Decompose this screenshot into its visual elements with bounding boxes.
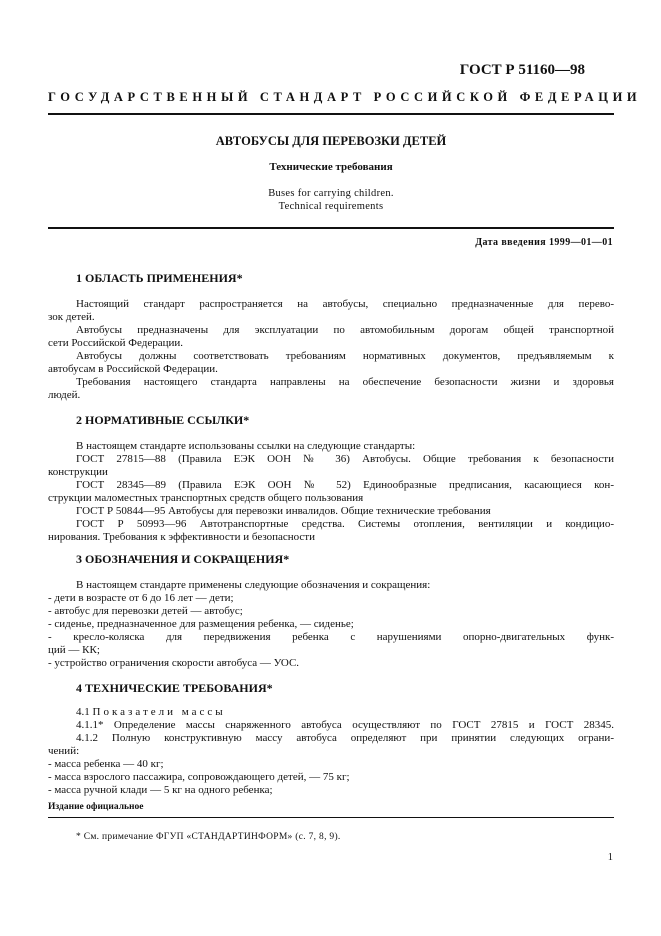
section-2-heading: 2 НОРМАТИВНЫЕ ССЫЛКИ* bbox=[76, 413, 250, 427]
paragraph-line: зок детей. bbox=[48, 311, 95, 323]
list-item: - кресло-коляска для передвижения ребенка с нарушениями опорно-двигательных функ- bbox=[48, 631, 614, 643]
paragraph-line: В настоящем стандарте применены следующие обозначения и сокращения: bbox=[76, 579, 431, 591]
paragraph-line: Автобусы предназначены для эксплуатации по автомобильным дорогам общей транспортной bbox=[76, 324, 614, 336]
list-item: - автобус для перевозки детей — автобус; bbox=[48, 605, 243, 617]
reference-line: ГОСТ Р 50844—95 Автобусы для перевозки инвалидов. Общие технические требования bbox=[76, 505, 491, 517]
list-item: - масса ребенка — 40 кг; bbox=[48, 758, 164, 770]
reference-line: нирования. Требования к эффективности и безопасности bbox=[48, 531, 316, 543]
footnote: * См. примечание ФГУП «СТАНДАРТИНФОРМ» (с. 7, 8, 9). bbox=[76, 832, 341, 842]
paragraph-line: чений: bbox=[48, 745, 80, 757]
paragraph-line: 4.1.2 Полную конструктивную массу автобуса определяют при принятии следующих ограни- bbox=[76, 732, 614, 744]
section-1-heading: 1 ОБЛАСТЬ ПРИМЕНЕНИЯ* bbox=[76, 271, 243, 285]
paragraph-line: 4.1.1* Определение массы снаряженного автобуса осуществляют по ГОСТ 27815 и ГОСТ 28345. bbox=[76, 719, 614, 731]
paragraph-line: Требования настоящего стандарта направлены на обеспечение безопасности жизни и здоровья bbox=[76, 376, 614, 388]
top-divider bbox=[48, 113, 614, 115]
document-subtitle: Технические требования bbox=[269, 161, 393, 173]
reference-line: ГОСТ 27815—88 (Правила ЕЭК ООН № 36) Автобусы. Общие требования к безопасности bbox=[76, 453, 614, 465]
paragraph-line: Настоящий стандарт распространяется на автобусы, специально предназначенные для перево- bbox=[76, 298, 614, 310]
paragraph-line: людей. bbox=[48, 389, 81, 401]
paragraph-line: Автобусы должны соответствовать требованиям нормативных документов, предъявляемым к bbox=[76, 350, 614, 362]
date-of-introduction: Дата введения 1999—01—01 bbox=[475, 237, 613, 248]
reference-line: струкции маломестных транспортных средств общего пользования bbox=[48, 492, 364, 504]
document-title: АВТОБУСЫ ДЛЯ ПЕРЕВОЗКИ ДЕТЕЙ bbox=[215, 134, 447, 148]
list-item: - устройство ограничения скорости автобуса — УОС. bbox=[48, 657, 300, 669]
footer-divider bbox=[48, 817, 614, 818]
english-title-line-1: Buses for carrying children. bbox=[268, 188, 394, 199]
section-3-heading: 3 ОБОЗНАЧЕНИЯ И СОКРАЩЕНИЯ* bbox=[76, 552, 290, 566]
subsection-number: 4.1 bbox=[76, 706, 90, 718]
paragraph-line: В настоящем стандарте использованы ссылки на следующие стандарты: bbox=[76, 440, 416, 452]
list-item: - масса ручной клади — 5 кг на одного ребенка; bbox=[48, 784, 273, 796]
list-item: - дети в возрасте от 6 до 16 лет — дети; bbox=[48, 592, 234, 604]
subsection-heading bbox=[76, 706, 614, 719]
paragraph-line: сети Российской Федерации. bbox=[48, 337, 184, 349]
section-4-heading: 4 ТЕХНИЧЕСКИЕ ТРЕБОВАНИЯ* bbox=[76, 681, 273, 695]
paragraph-line: автобусам в Российской Федерации. bbox=[48, 363, 218, 375]
document-code: ГОСТ Р 51160—98 bbox=[459, 62, 585, 78]
state-standard-title: ГОСУДАРСТВЕННЫЙ СТАНДАРТ РОССИЙСКОЙ ФЕДЕРАЦИИ bbox=[48, 90, 642, 104]
english-title-line-2: Technical requirements bbox=[278, 201, 384, 212]
list-item: - сиденье, предназначенное для размещения ребенка, — сиденье; bbox=[48, 618, 354, 630]
reference-line: конструкции bbox=[48, 466, 108, 478]
list-item: - масса взрослого пассажира, сопровождающего детей, — 75 кг; bbox=[48, 771, 350, 783]
title-divider bbox=[48, 227, 614, 229]
reference-line: ГОСТ 28345—89 (Правила ЕЭК ООН № 52) Единообразные предписания, касающиеся кон- bbox=[76, 479, 614, 491]
list-item: ций — КК; bbox=[48, 644, 100, 656]
official-publication-label: Издание официальное bbox=[48, 802, 144, 812]
subsection-title: Показатели массы bbox=[92, 706, 226, 718]
reference-line: ГОСТ Р 50993—96 Автотранспортные средства. Системы отопления, вентиляции и кондицио- bbox=[76, 518, 614, 530]
page-number: 1 bbox=[607, 852, 613, 863]
